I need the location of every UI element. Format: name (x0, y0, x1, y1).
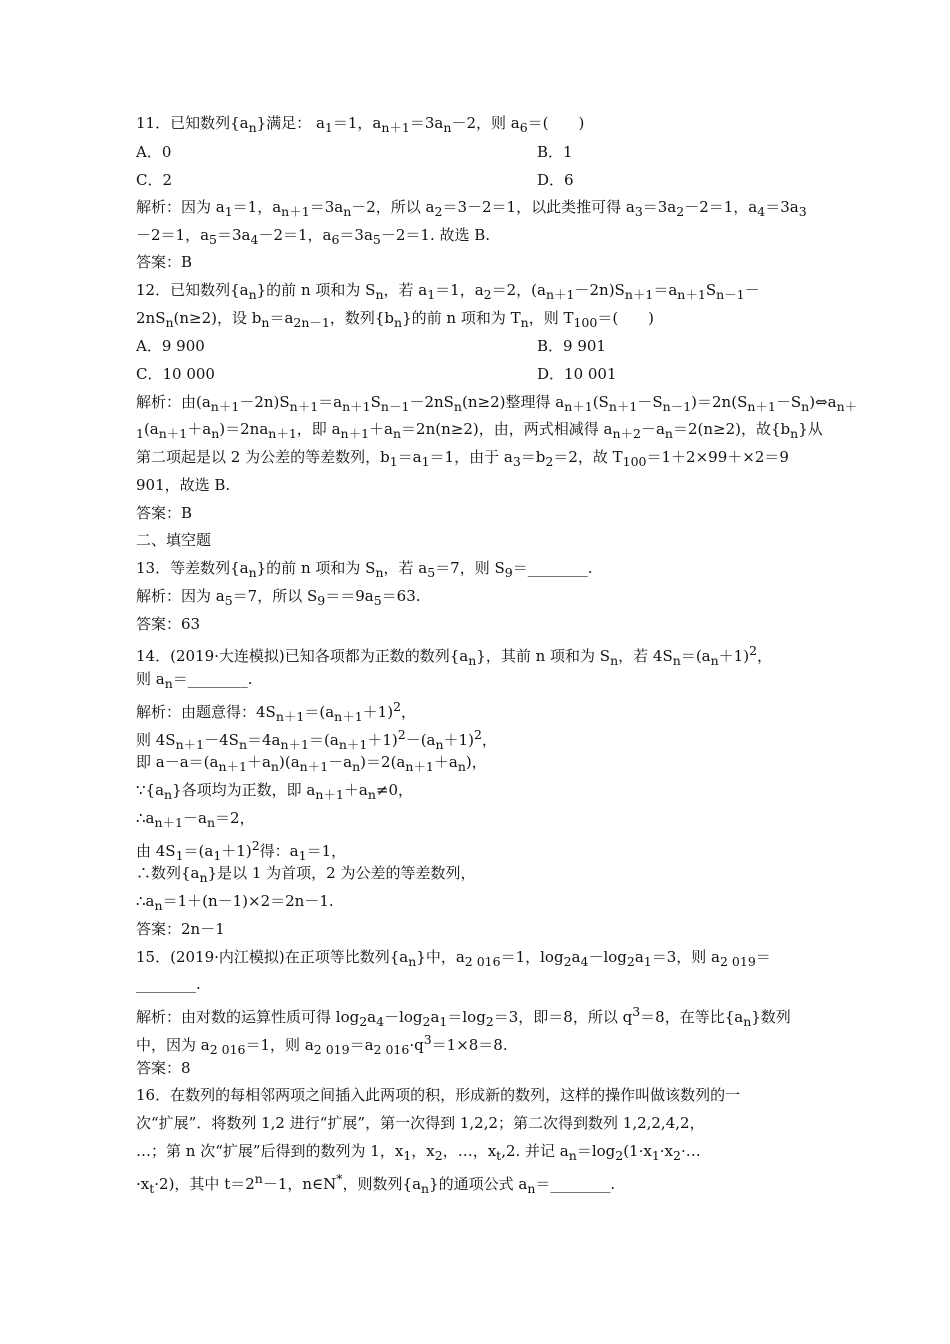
text-line-q16-stem-1: 16．在数列的每相邻两项之间插入此两项的积，形成新的数列，这样的操作叫做该数列的一 (136, 1086, 741, 1104)
text-line-q12-opt-c: C．10 000 (136, 365, 215, 383)
text-line-q12-sol-2: $_1(a_{n+1}+a_n)=2na_{n+1}$，即 $a_{n+1}+a_n=2n(n\ge 2)$，由，两式相减得 $a_{n+2}-a_n=2(n\ge 2)$，故$\{b_n\}$从 (136, 420, 823, 441)
text-line-q16-stem-3: …；第 n 次“扩展”后得到的数列为 1，$x_1$，$x_2$，…，$x_t,2$. 并记 $a_n=\log_2(1\cdot x_1\cdot x_2\cdot\dots$ (136, 1142, 701, 1163)
text-line-q14-stem-2: 则 $a_n=\_\_\_\_\_\_\_\_$. (136, 670, 253, 691)
text-line-q15-stem-1: 15．(2019·内江模拟)在正项等比数列$\{a_n\}$中，$a_{2 016}=1$，$\log_2a_4-\log_2a_1=3$，则 $a_{2 019}=$ (136, 948, 771, 969)
text-line-q12-sol-1: 解析：由$(a_{n+1}-2n)S_{n+1}=a_{n+1}S_{n-1}-2nS_n(n\ge 2)$整理得 $a_{n+1}(S_{n+1}-S_{n-1})=2n(S_{n+1}-S_n)\Leftrightarrow a_{n+}$ (136, 393, 858, 414)
text-line-q14-sol-5: $\therefore a_{n+1}-a_n=2$， (136, 809, 255, 830)
text-line-q14-sol-6: 由 $4S_1=(a_1+1)^2$得：$a_1=1$， (136, 838, 347, 863)
text-line-q16-stem-4: $\cdot x_t\cdot 2$)，其中 $t=2^n-1$，n∈N*，则数列$\{a_n\}$的通项公式 $a_n=\_\_\_\_\_\_\_\_$. (136, 1171, 616, 1196)
text-line-q14-sol-8: $\therefore a_n=1+(n-1)\times 2=2n-1$. (136, 892, 334, 913)
text-line-q14-sol-1: 解析：由题意得：$4S_{n+1}=(a_{n+1}+1)^2$， (136, 699, 417, 724)
text-line-q11-opt-c: C．2 (136, 171, 173, 189)
text-line-q14-sol-2: 则 $4S_{n+1}-4S_n=4a_{n+1}=(a_{n+1}+1)^2-(a_n+1)^2$， (136, 727, 497, 752)
text-line-q13-sol: 解析：因为 $a_5=7$，所以 $S_9==9a_5=63$. (136, 587, 421, 608)
text-line-q15-answer: 答案：8 (136, 1059, 191, 1077)
text-line-q11-opt-d: D．6 (537, 171, 574, 189)
text-line-q15-stem-2: ________. (136, 975, 201, 993)
text-line-q12-opt-a: A．9 900 (136, 337, 205, 355)
text-line-q11-answer: 答案：B (136, 253, 193, 271)
text-line-q14-stem-1: 14．(2019·大连模拟)已知各项都为正数的数列$\{a_n\}$，其前 n 项和为 $S_n$，若 $4S_n=(a_n+1)^2$， (136, 643, 773, 668)
text-line-q15-sol-1: 解析：由对数的运算性质可得 $\log_2a_4-\log_2a_1=\log_2=3$，即＝8，所以 $q^3=8$，在等比$\{a_n\}$数列 (136, 1004, 791, 1029)
text-line-q12-sol-4: 901，故选 B. (136, 476, 231, 494)
text-line-q13-stem: 13．等差数列$\{a_n\}$的前 n 项和为 $S_n$，若 $a_5=7$，则 $S_9=\_\_\_\_\_\_\_\_$. (136, 559, 593, 580)
text-line-q12-answer: 答案：B (136, 504, 193, 522)
text-line-section-2: 二、填空题 (136, 531, 212, 549)
text-line-q14-answer: 答案：2n－1 (136, 920, 225, 938)
text-line-q14-sol-4: $\because\{a_n\}$各项均为正数，即 $a_{n+1}+a_n\ne 0$， (136, 781, 414, 802)
text-line-q12-stem-1: 12．已知数列$\{a_n\}$的前 n 项和为 $S_n$，若 $a_1=1$，$a_2=2$，$(a_{n+1}-2n)S_{n+1}=a_{n+1}S_{n-1}-$ (136, 281, 760, 302)
text-line-q13-answer: 答案：63 (136, 615, 201, 633)
text-line-q16-stem-2: 次“扩展”．将数列 1,2 进行“扩展”，第一次得到 1,2,2；第二次得到数列 1,2,2,4,2， (136, 1114, 705, 1132)
text-line-q12-opt-d: D．10 001 (537, 365, 617, 383)
text-line-q14-sol-7: ∴数列$\{a_n\}$是以 1 为首项，2 为公差的等差数列， (136, 864, 476, 885)
text-line-q14-sol-3: 即 $a-a=(a_{n+1}+a_n)(a_{n+1}-a_n)=2(a_{n+1}+a_n)$， (136, 753, 487, 774)
text-line-q15-sol-2: 中，因为 $a_{2 016}=1$，则 $a_{2 019}=a_{2 016}\cdot q^3=1\times 8=8$. (136, 1032, 508, 1057)
text-line-q11-stem: 11．已知数列$\{a_n\}$满足： $a_1=1$，$a_{n+1}=3a_n-2$，则 $a_6=$( ) (136, 114, 585, 135)
text-line-q12-sol-3: 第二项起是以 2 为公差的等差数列，$b_1=a_1=1$，由于 $a_3=b_2=2$，故 $T_{100}=1+2\times 99+\times 2=9$ (136, 448, 789, 469)
text-line-q11-opt-a: A．0 (136, 143, 172, 161)
text-line-q11-sol-1: 解析：因为 $a_1=1$，$a_{n+1}=3a_n-2$，所以 $a_2=3-2=1$，以此类推可得 $a_3=3a_2-2=1$，$a_4=3a_3$ (136, 198, 807, 219)
text-line-q12-stem-2: $2nS_n(n\ge 2)$，设 $b_n=a_{2n-1}$，数列$\{b_n\}$的前 n 项和为 $T_n$，则 $T_{100}=$( ) (136, 309, 655, 330)
text-line-q11-opt-b: B．1 (537, 143, 573, 161)
text-line-q12-opt-b: B．9 901 (537, 337, 606, 355)
text-line-q11-sol-2: －2＝1，$a_5=3a_4-2=1$，$a_6=3a_5-2=1$. 故选 B. (136, 226, 491, 247)
